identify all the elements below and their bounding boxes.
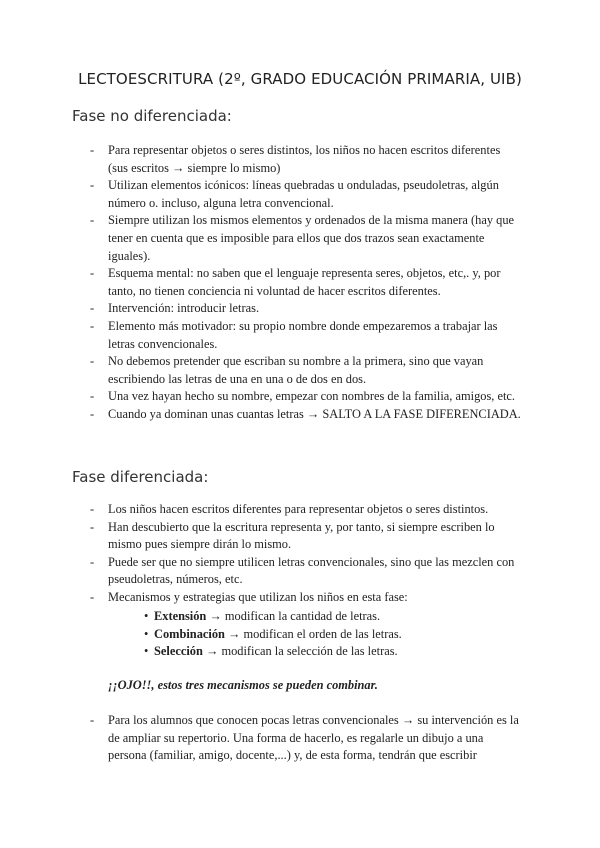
dash-bullet: - bbox=[90, 354, 95, 369]
page-title: LECTOESCRITURA (2º, GRADO EDUCACIÓN PRIMARIA, UIB) bbox=[78, 70, 522, 88]
dash-bullet: - bbox=[90, 502, 95, 516]
dot-bullet: • bbox=[144, 626, 149, 641]
list-fase-diferenciada bbox=[0, 501, 600, 607]
mechanisms-list bbox=[0, 608, 600, 661]
dot-bullet: • bbox=[144, 644, 149, 659]
list-item: - Elemento más motivador: su propio nombre donde empezaremos a trabajar las letras convencionales. bbox=[90, 318, 498, 351]
mechanism-item: • Selección → modifican la selección de las letras. bbox=[0, 643, 600, 661]
dash-bullet: - bbox=[90, 301, 95, 316]
dash-bullet: - bbox=[90, 213, 95, 228]
dash-bullet: - bbox=[90, 318, 95, 333]
dash-bullet: - bbox=[90, 713, 95, 727]
dash-bullet: - bbox=[90, 519, 95, 534]
dash-bullet: - bbox=[90, 589, 95, 604]
dash-bullet: - bbox=[90, 178, 95, 193]
section-heading-no-diferenciada: Fase no diferenciada: bbox=[72, 107, 232, 125]
list-item: - Mecanismos y estrategias que utilizan los niños en esta fase: bbox=[0, 589, 600, 607]
list-item: - Siempre utilizan los mismos elementos y ordenados de la misma manera (hay que tener en cuenta que es imposible para ellos que dos trazos sean exactamente iguales). bbox=[90, 213, 515, 263]
dash-bullet: - bbox=[90, 554, 95, 569]
section-heading-diferenciada: Fase diferenciada: bbox=[72, 468, 209, 486]
dash-bullet: - bbox=[90, 143, 95, 157]
warning-note: ¡¡OJO!!, estos tres mecanismos se pueden combinar. bbox=[108, 678, 378, 692]
mechanism-item: • Extensión → modifican la cantidad de letras. bbox=[0, 608, 600, 626]
list-item: - Una vez hayan hecho su nombre, empezar con nombres de la familia, amigos, etc. bbox=[0, 388, 600, 406]
list-item: - Han descubierto que la escritura representa y, por tanto, si siempre escriben lo mismo pues siempre dirán lo mismo. bbox=[90, 519, 495, 552]
list-intervencion bbox=[0, 712, 600, 765]
list-item: - Intervención: introducir letras. bbox=[0, 300, 600, 318]
dash-bullet: - bbox=[90, 406, 95, 421]
list-item: - Los niños hacen escritos diferentes para representar objetos o seres distintos. bbox=[0, 501, 600, 519]
dash-bullet: - bbox=[90, 266, 95, 281]
dash-bullet: - bbox=[90, 389, 95, 404]
dot-bullet: • bbox=[144, 609, 149, 623]
list-item: - Esquema mental: no saben que el lenguaje representa seres, objetos, etc,. y, por tanto, no tienen conciencia ni voluntad de hacer escritos diferentes. bbox=[90, 266, 501, 298]
list-item: - No debemos pretender que escriban su nombre a la primera, sino que vayan escribiendo las letras de una en una o de dos en dos. bbox=[90, 354, 484, 386]
list-item: - Para los alumnos que conocen pocas letras convencionales → su intervención es la de ampliar su repertorio. Una forma de hacerlo, es regalarle un dibujo a una persona (familiar, amigo, docente,...) y, de esta forma, tendrán que escribir bbox=[90, 713, 519, 763]
list-item: - Puede ser que no siempre utilicen letras convencionales, sino que las mezclen con pseudoletras, números, etc. bbox=[90, 554, 515, 587]
mechanism-item: • Combinación → modifican el orden de las letras. bbox=[0, 626, 600, 644]
list-item: - Cuando ya dominan unas cuantas letras → SALTO A LA FASE DIFERENCIADA. bbox=[0, 406, 600, 424]
list-fase-no-diferenciada bbox=[0, 142, 600, 424]
list-item: - Utilizan elementos icónicos: líneas quebradas u onduladas, pseudoletras, algún número o. incluso, alguna letra convencional. bbox=[90, 178, 499, 210]
list-item: - Para representar objetos o seres distintos, los niños no hacen escritos diferentes (sus escritos → siempre lo mismo) bbox=[90, 143, 501, 175]
